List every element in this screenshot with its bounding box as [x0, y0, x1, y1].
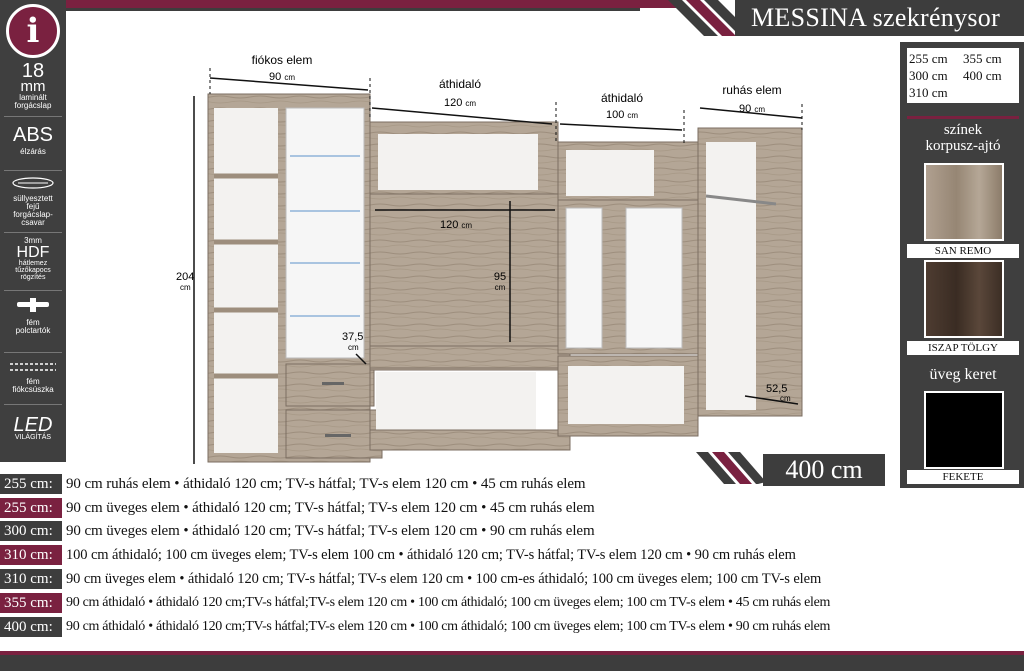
- config-description: 90 cm ruhás elem • áthidaló 120 cm; TV-s hátfal; TV-s elem 120 cm • 45 cm ruhás elem: [66, 476, 586, 492]
- feature-shelf-holder-label: fém: [26, 318, 40, 327]
- colors-heading-line-2: korpusz-ajtó: [925, 138, 1001, 154]
- label-athidalo-2: áthidaló: [600, 91, 644, 105]
- glass-door: [286, 108, 364, 358]
- swatch-iszap-tolgy-label: ISZAP TÖLGY: [907, 341, 1019, 355]
- tv-back-panel: [370, 194, 558, 364]
- size-value: 255 cm: [909, 51, 948, 66]
- config-description: 90 cm áthidaló • áthidaló 120 cm;TV-s hátfal;TV-s elem 120 cm • 100 cm áthidaló; 100 cm üveges elem; 100 cm TV-s elem • 90 cm ruhás elem: [66, 619, 831, 634]
- config-row: [0, 568, 1024, 590]
- sizes-row: [909, 50, 1017, 67]
- sizes-row: [909, 67, 1017, 84]
- label-depth-1-unit: cm: [348, 343, 359, 352]
- label-depth-1: 37,5: [342, 331, 364, 343]
- top-dark-bar: [0, 8, 640, 11]
- swatch-fekete-label: FEKETE: [907, 470, 1019, 484]
- feature-hdf-thickness: 3mm: [24, 236, 42, 245]
- feature-hdf-title: HDF: [16, 244, 50, 261]
- sidebar-divider: [4, 404, 62, 405]
- label-athidalo-2-width: 100 cm: [605, 109, 639, 121]
- feature-18mm-unit: mm: [20, 78, 46, 95]
- label-height-unit: cm: [180, 283, 191, 292]
- config-size-tag: 300 cm:: [0, 521, 62, 541]
- config-size-tag: 310 cm:: [0, 545, 62, 565]
- size-value: 300 cm: [909, 68, 948, 83]
- config-row: [0, 592, 1024, 614]
- tv-unit-top: [370, 346, 570, 370]
- feature-18mm-label: laminált: [19, 93, 47, 102]
- label-fiokos: fiókos elem: [251, 53, 313, 67]
- feature-hdf-label-2: tűzőkapocs: [15, 267, 51, 274]
- feature-abs: [0, 126, 66, 156]
- info-icon: i: [6, 4, 60, 58]
- swatch-iszap-tolgy: [924, 260, 1004, 338]
- feature-screw: [0, 176, 66, 227]
- swatch-fekete: [924, 391, 1004, 469]
- config-row: [0, 520, 1024, 542]
- feature-screw-label-3: forgácslap-: [13, 210, 53, 219]
- screw-icon: [10, 176, 56, 190]
- sizes-divider: [907, 116, 1019, 119]
- feature-drawer-slide-label-2: fiókcsúszka: [12, 385, 54, 394]
- config-description: 90 cm áthidaló • áthidaló 120 cm;TV-s hátfal;TV-s elem 120 cm • 100 cm áthidaló; 100 cm üveges elem; 100 cm TV-s elem • 45 cm ruhás elem: [66, 595, 831, 610]
- config-size-tag: 255 cm:: [0, 498, 62, 518]
- swatch-san-remo-label: SAN REMO: [907, 244, 1019, 258]
- label-depth-2: 52,5: [766, 383, 788, 395]
- feature-shelf-holder-label-2: polctartók: [15, 326, 51, 335]
- sidebar-divider: [4, 290, 62, 291]
- furniture-drawing: [170, 46, 820, 471]
- feature-18mm-number: 18: [21, 60, 45, 82]
- feature-screw-label-4: csavar: [21, 218, 45, 227]
- feature-led: [0, 416, 66, 442]
- colors-heading: [907, 122, 1019, 154]
- config-description: 90 cm üveges elem • áthidaló 120 cm; TV-s hátfal; TV-s elem 120 cm • 90 cm ruhás elem: [66, 523, 595, 539]
- config-row: [0, 616, 1024, 638]
- top-accent-bar: [0, 0, 680, 8]
- left-cabinet-interior: [214, 108, 278, 453]
- size-value: 355 cm: [963, 51, 1002, 66]
- label-fiokos-width: 90 cm: [269, 71, 295, 83]
- label-athidalo-1-width: 120 cm: [443, 97, 477, 109]
- drawer-slide-icon: [8, 361, 58, 373]
- label-tv-width: 120 cm: [439, 219, 473, 231]
- feature-hdf-label: hátlemez: [18, 260, 48, 267]
- config-size-tag: 255 cm:: [0, 474, 62, 494]
- config-description: 100 cm áthidaló; 100 cm üveges elem; TV-s elem 100 cm • áthidaló 120 cm; TV-s hátfal; TV-s elem 120 cm • 90 cm ruhás elem: [66, 547, 796, 563]
- label-tv-height-unit: cm: [494, 283, 506, 292]
- config-row: [0, 473, 1024, 495]
- sidebar-divider: [4, 352, 62, 353]
- sizes-list: [907, 48, 1019, 103]
- shelf-holder-icon: [13, 296, 53, 314]
- feature-hdf: [0, 237, 66, 281]
- sidebar-divider: [4, 170, 62, 171]
- sidebar-divider: [4, 232, 62, 233]
- banner-400cm: 400 cm: [763, 454, 885, 486]
- size-value: 400 cm: [963, 68, 1002, 83]
- glass-frame-heading: üveg keret: [929, 366, 997, 383]
- feature-drawer-slide-label: fém: [26, 377, 40, 386]
- size-value: 310 cm: [909, 85, 948, 100]
- label-ruhas: ruhás elem: [722, 83, 782, 97]
- led-icon: LED: [13, 414, 53, 436]
- colors-heading-line-1: színek: [943, 122, 983, 138]
- bottom-dark-bar: [0, 655, 1024, 671]
- config-row: [0, 544, 1024, 566]
- page-title: MESSINA szekrénysor: [735, 0, 1024, 36]
- feature-screw-label: süllyesztett: [13, 194, 53, 203]
- size-value: [963, 84, 1017, 101]
- label-height: 204: [176, 271, 195, 283]
- label-depth-2-unit: cm: [780, 394, 791, 403]
- feature-hdf-label-3: rögzítés: [20, 274, 46, 281]
- feature-drawer-slide: [0, 360, 66, 394]
- swatch-san-remo: [924, 163, 1004, 241]
- config-description: 90 cm üveges elem • áthidaló 120 cm; TV-s hátfal; TV-s elem 120 cm • 45 cm ruhás elem: [66, 500, 595, 516]
- feature-abs-title: ABS: [12, 124, 54, 146]
- sizes-row: [909, 84, 1017, 101]
- config-description: 90 cm üveges elem • áthidaló 120 cm; TV-s hátfal; TV-s elem 120 cm • 100 cm-es áthidaló; 100 cm üveges elem; 100 cm TV-s elem: [66, 571, 822, 587]
- label-athidalo-1: áthidaló: [438, 77, 482, 91]
- config-size-tag: 310 cm:: [0, 569, 62, 589]
- config-size-tag: 400 cm:: [0, 617, 62, 637]
- feature-abs-label: élzárás: [20, 147, 46, 156]
- label-tv-height: 95: [493, 271, 507, 283]
- feature-led-label: VILÁGÍTÁS: [14, 434, 52, 441]
- feature-shelf-holder: [0, 296, 66, 335]
- sidebar-divider: [4, 116, 62, 117]
- feature-18mm-label-2: forgácslap: [14, 101, 52, 110]
- label-ruhas-width: 90 cm: [739, 103, 765, 115]
- feature-18mm: [0, 62, 66, 110]
- feature-screw-label-2: fejű: [26, 202, 40, 211]
- config-row: [0, 497, 1024, 519]
- config-size-tag: 355 cm:: [0, 593, 62, 613]
